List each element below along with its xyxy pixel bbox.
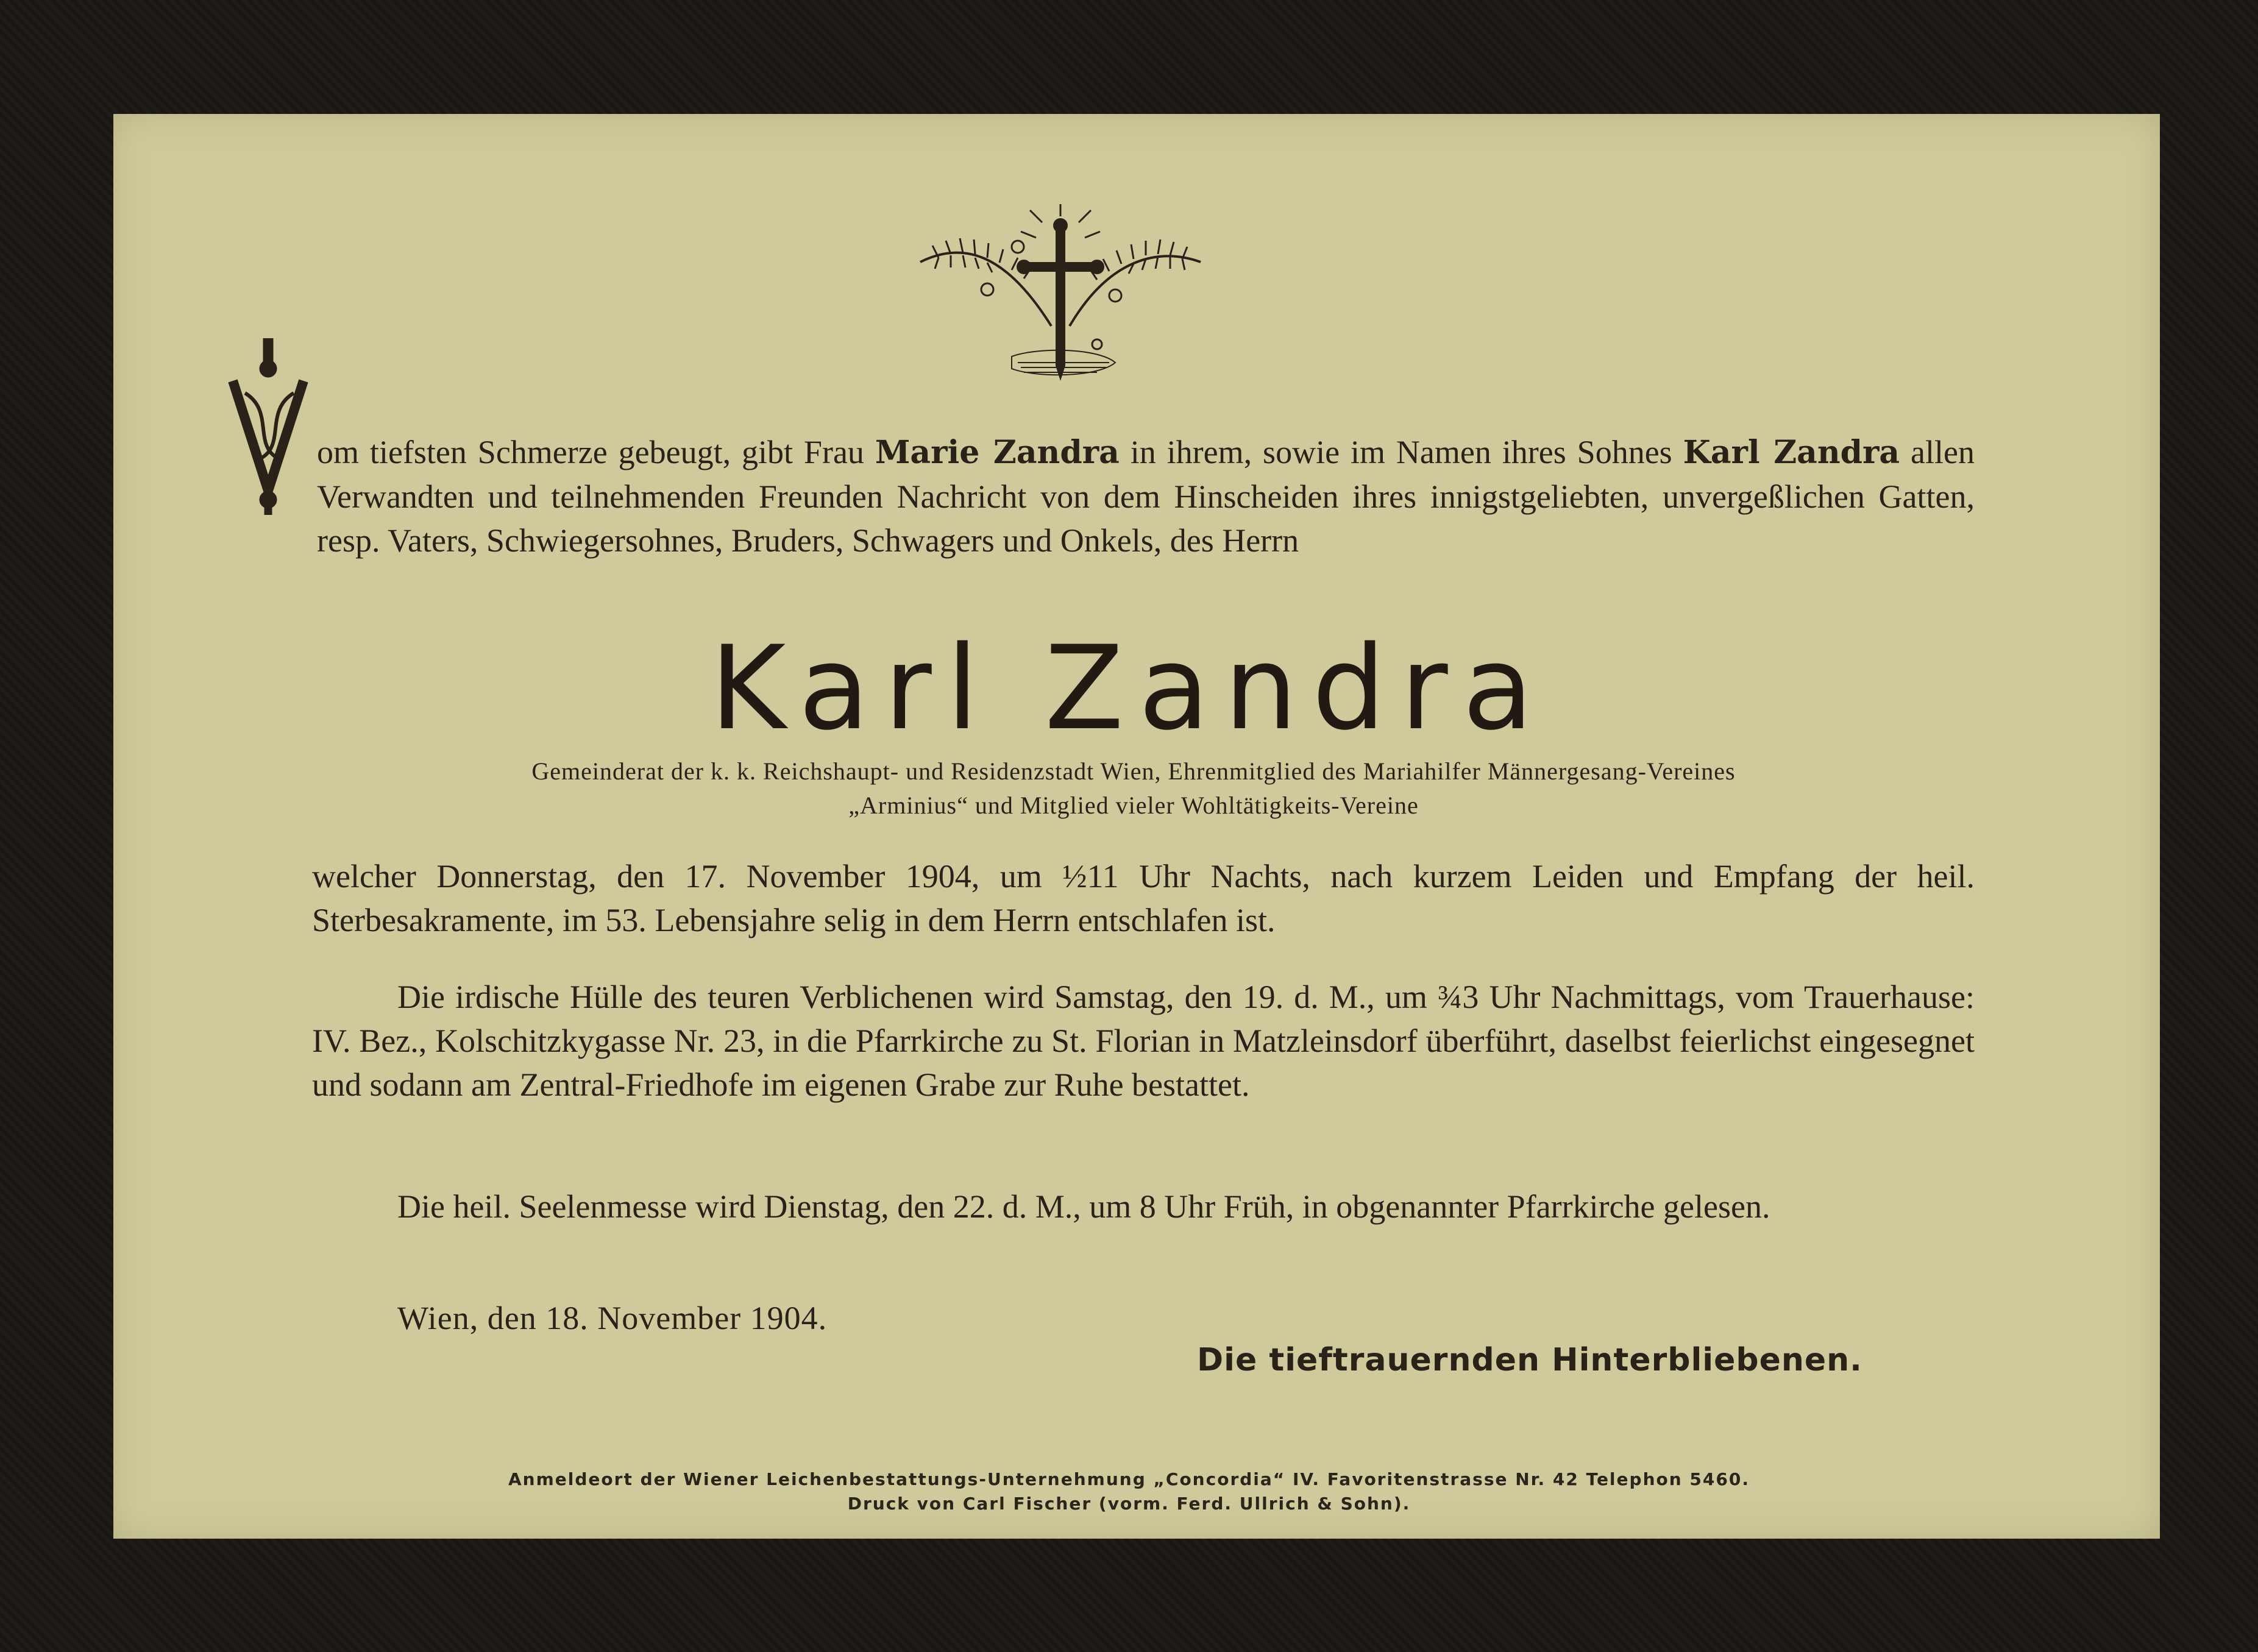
son-name: Karl Zandra — [1683, 434, 1900, 471]
mass-paragraph: Die heil. Seelenmesse wird Dienstag, den 22. d. M., um 8 Uhr Früh, in obgenannter Pfarrkirche gelesen. — [397, 1188, 1770, 1225]
footer-line-1: Anmeldeort der Wiener Leichenbestattungs-Unternehmung „Concordia“ IV. Favoritenstrasse Nr. 42 Telephon 5460. — [508, 1469, 1750, 1489]
cross-ornament-icon — [914, 204, 1207, 399]
date-line: Wien, den 18. November 1904. — [397, 1300, 828, 1336]
para1-text-b: in ihrem, sowie im Namen ihres Sohnes — [1119, 434, 1683, 470]
svg-text:V: V — [272, 443, 277, 450]
widow-name: Marie Zandra — [875, 434, 1120, 471]
death-paragraph: welcher Donnerstag, den 17. November 1904, um ½11 Uhr Nachts, nach kurzem Leiden und Empfang der heil. Sterbesakramente, im 53. Lebensjahre selig in dem Herrn entschlafen ist. — [312, 858, 1975, 938]
decorative-initial-icon — [227, 338, 318, 515]
deceased-titles — [341, 754, 1926, 823]
para1-text-a: om tiefsten Schmerze gebeugt, gibt Frau — [317, 434, 875, 470]
funeral-paragraph: Die irdische Hülle des teuren Verblichenen wird Samstag, den 19. d. M., um ¾3 Uhr Nachmittags, vom Trauerhause: IV. Bez., Kolschitzkygasse Nr. 23, in die Pfarrkirche zu St. Florian in Matzleinsdorf überführt, daselbst feierlichst eingesegnet und sodann am Zentral-Friedhofe im eigenen Grabe zur Ruhe bestattet. — [312, 979, 1975, 1103]
signature-line: Die tieftrauernden Hinterbliebenen. — [1197, 1342, 1862, 1378]
printer-footer — [0, 1467, 2258, 1516]
para1-text-c: allen Verwandten und teilnehmenden Freunden Nachricht von dem Hinscheiden ihres innigstgeliebten, unvergeßlichen Gatten, resp. Vaters, Schwiegersohnes, Bruders, Schwagers und Onkels, des Herrn — [317, 434, 1975, 559]
announcement-paragraph — [317, 430, 1975, 562]
titles-line-1: Gemeinderat der k. k. Reichshaupt- und Residenzstadt Wien, Ehrenmitglied des Mariahilfer Männergesang-Vereines — [531, 757, 1736, 785]
footer-line-2: Druck von Carl Fischer (vorm. Ferd. Ullrich & Sohn). — [847, 1494, 1411, 1514]
titles-line-2: „Arminius“ und Mitglied vieler Wohltätigkeits-Vereine — [848, 792, 1419, 819]
deceased-name: Karl Zandra — [709, 621, 1549, 756]
